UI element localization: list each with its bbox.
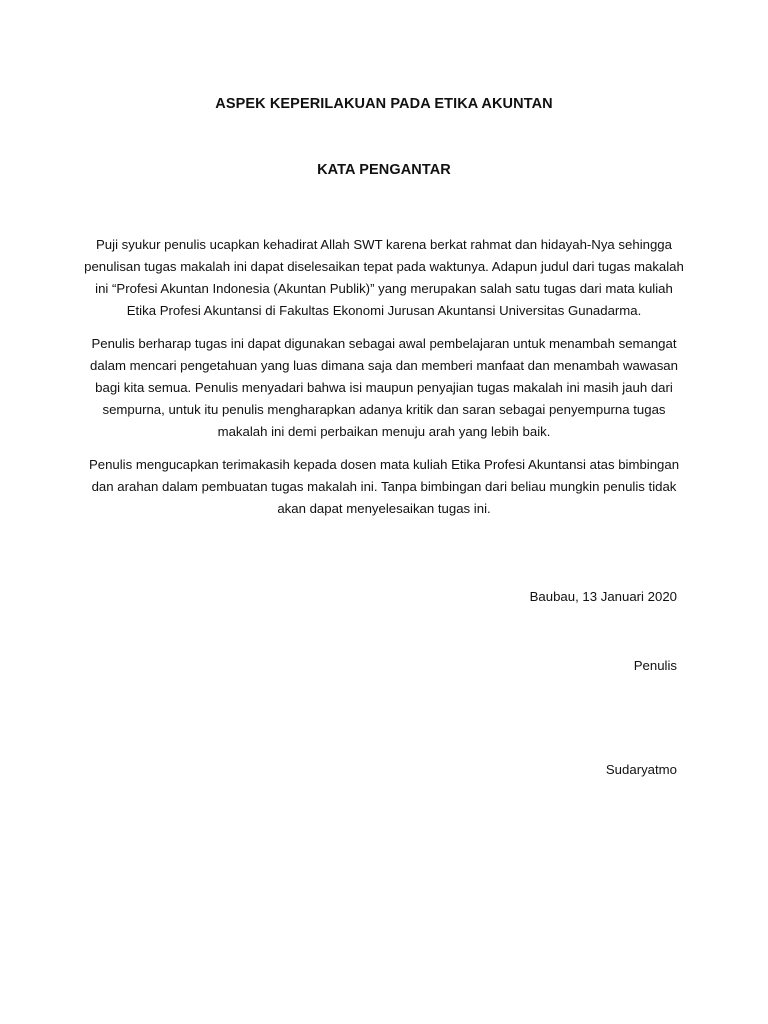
document-title: ASPEK KEPERILAKUAN PADA ETIKA AKUNTAN: [215, 96, 553, 112]
section-title: KATA PENGANTAR: [317, 162, 451, 178]
paragraph: Puji syukur penulis ucapkan kehadirat Allah SWT karena berkat rahmat dan hidayah-Nya sehingga penulisan tugas makalah ini dapat diselesaikan tepat pada waktunya. Adapun judul dari tugas makalah ini “Profesi Akuntan Indonesia (Akuntan Publik)” yang merupakan salah satu tugas dari mata kuliah Etika Profesi Akuntansi di Fakultas Ekonomi Jurusan Akuntansi Universitas Gunadarma.: [84, 237, 684, 318]
author-name: Sudaryatmo: [605, 762, 677, 777]
author-label: Penulis: [633, 658, 677, 673]
place-date: Baubau, 13 Januari 2020: [529, 589, 677, 604]
preface-body: [84, 234, 684, 531]
paragraph: Penulis mengucapkan terimakasih kepada dosen mata kuliah Etika Profesi Akuntansi atas bimbingan dan arahan dalam pembuatan tugas makalah ini. Tanpa bimbingan dari beliau mungkin penulis tidak akan dapat menyelesaikan tugas ini.: [88, 457, 680, 516]
paragraph: Penulis berharap tugas ini dapat digunakan sebagai awal pembelajaran untuk menambah semangat dalam mencari pengetahuan yang luas dimana saja dan memberi manfaat dan menambah wawasan bagi kita semua. Penulis menyadari bahwa isi maupun penyajian tugas makalah ini masih jauh dari sempurna, untuk itu penulis mengharapkan adanya kritik dan saran sebagai penyempurna tugas makalah ini demi perbaikan menuju arah yang lebih baik.: [90, 336, 678, 439]
